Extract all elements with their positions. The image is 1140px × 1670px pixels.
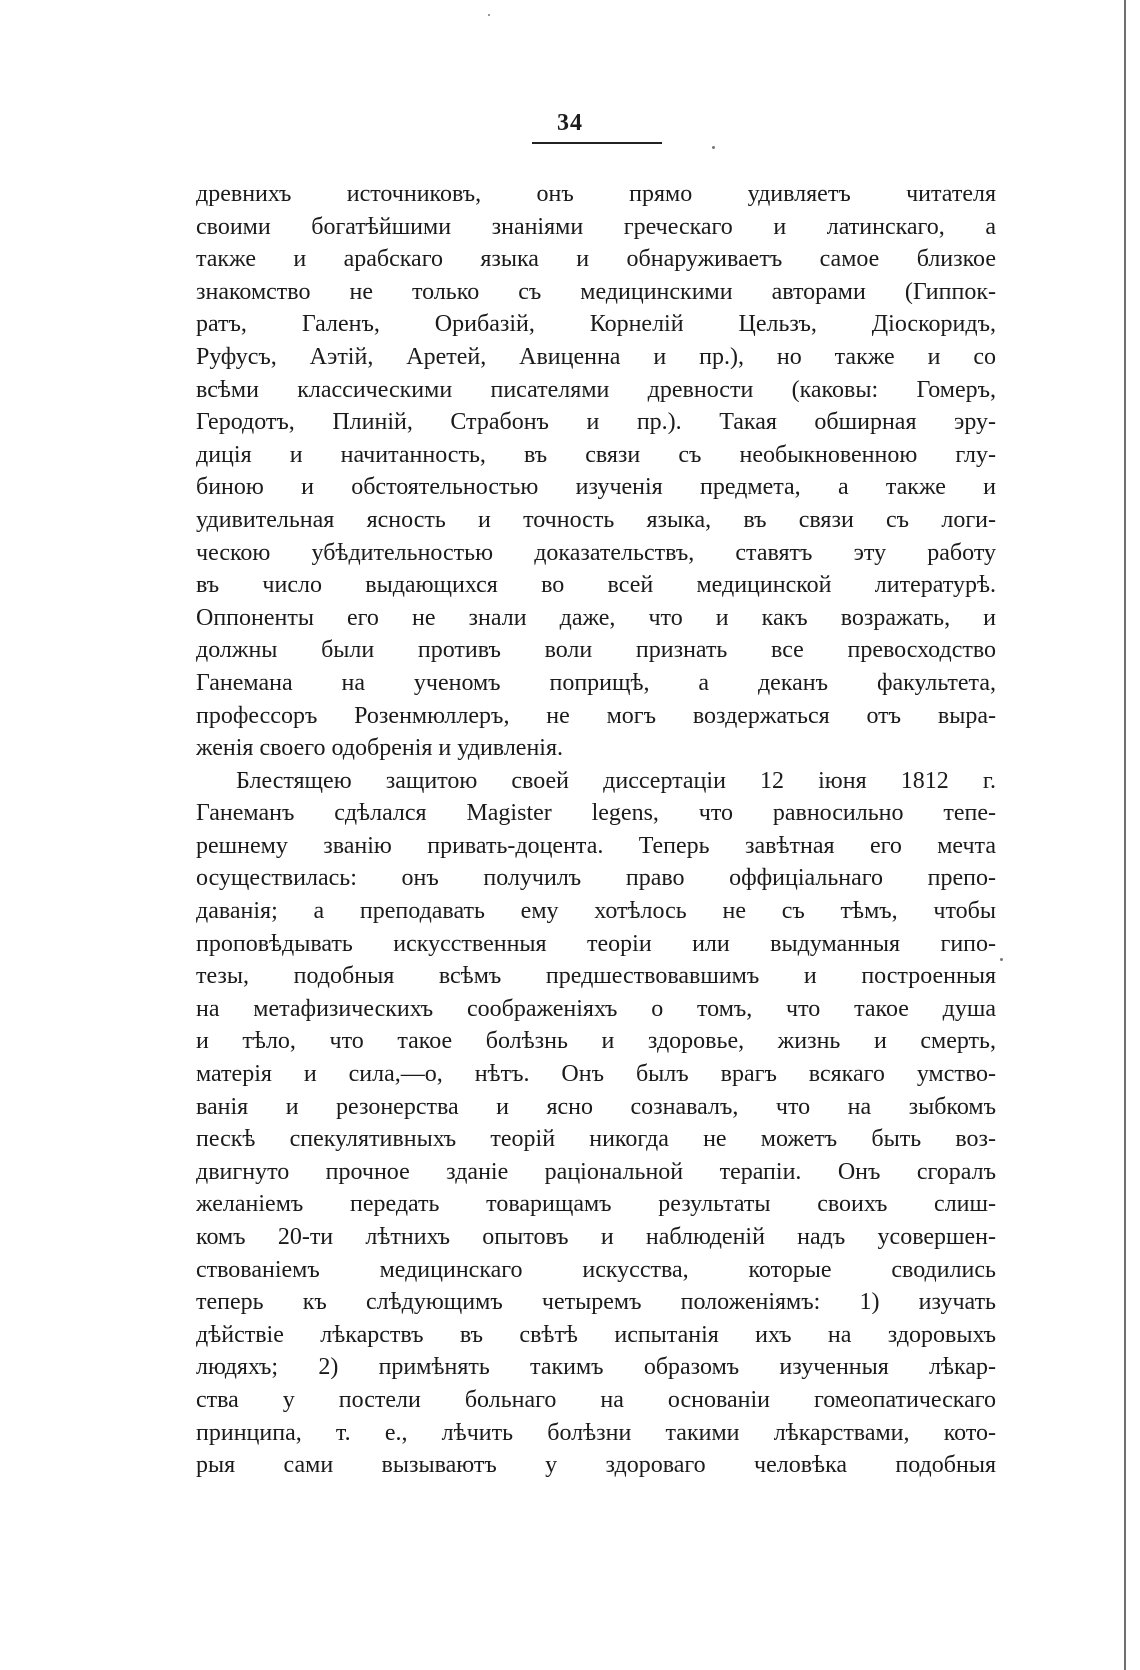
text-line: знакомство не только съ медицинскими авторами (Гиппок- (196, 278, 996, 305)
text-line: женія своего одобренія и удивленія. (196, 735, 563, 762)
text-line: осуществилась: онъ получилъ право оффиціальнаго препо- (196, 865, 996, 892)
text-line: комъ 20-ти лѣтнихъ опытовъ и наблюденій надъ усовершен- (196, 1224, 996, 1250)
text-line: также и арабскаго языка и обнаруживаетъ самое близкое (196, 246, 996, 273)
text-line: ствованіемъ медицинскаго искусства, которые сводились (196, 1256, 996, 1283)
paragraph-start-line: Блестящею защитою своей диссертаціи 12 іюня 1812 г. (236, 767, 996, 794)
scan-edge-line (1124, 0, 1126, 1670)
page-number-rule (532, 142, 662, 144)
scan-speck (488, 14, 490, 16)
scan-speck (1000, 958, 1003, 961)
text-line: ства у постели больнаго на основаніи гомеопатическаго (196, 1386, 996, 1413)
body-text (196, 178, 996, 1482)
text-line: своими богатѣйшими знаніями греческаго и латинскаго, а (196, 213, 996, 240)
text-line: рыя сами вызываютъ у здороваго человѣка подобныя (196, 1452, 996, 1479)
text-line: всѣми классическими писателями древности (каковы: Гомеръ, (196, 376, 996, 403)
text-line: древнихъ источниковъ, онъ прямо удивляетъ читателя (196, 181, 996, 207)
text-line: решнему званію привать-доцента. Теперь завѣтная его мечта (196, 832, 996, 859)
text-line: двигнуто прочное зданіе раціональной терапіи. Онъ сгоралъ (196, 1158, 996, 1185)
text-line: проповѣдывать искусственныя теоріи или выдуманныя гипо- (196, 930, 996, 957)
text-line: и тѣло, что такое болѣзнь и здоровье, жизнь и смерть, (196, 1028, 996, 1055)
text-line: ванія и резонерства и ясно сознавалъ, что на зыбкомъ (196, 1093, 996, 1120)
text-line: въ число выдающихся во всей медицинской литературѣ. (196, 572, 996, 599)
text-line: дѣйствіе лѣкарствъ въ свѣтѣ испытанія ихъ на здоровыхъ (196, 1321, 996, 1348)
text-line: профессоръ Розенмюллеръ, не могъ воздержаться отъ выра- (196, 702, 996, 729)
page-number: 34 (557, 110, 583, 136)
text-line: тезы, подобныя всѣмъ предшествовавшимъ и построенныя (196, 963, 996, 990)
text-line: должны были противъ воли признать все превосходство (196, 637, 996, 664)
text-line: теперь къ слѣдующимъ четыремъ положеніямъ: 1) изучать (196, 1289, 996, 1316)
text-line: пескѣ спекулятивныхъ теорій никогда не можетъ быть воз- (196, 1126, 996, 1153)
text-line: даванія; а преподавать ему хотѣлось не съ тѣмъ, чтобы (196, 898, 996, 925)
scan-speck (712, 146, 715, 149)
text-line: Ганеманъ сдѣлался Magister legens, что равносильно тепе- (196, 800, 996, 827)
text-line: Оппоненты его не знали даже, что и какъ возражать, и (196, 604, 996, 631)
text-line: желаніемъ передать товарищамъ результаты своихъ слиш- (196, 1191, 996, 1218)
text-line: ческою убѣдительностью доказательствъ, ставятъ эту работу (196, 539, 996, 566)
text-line: Геродотъ, Плиній, Страбонъ и пр.). Такая обширная эру- (196, 409, 996, 436)
text-line: биною и обстоятельностью изученія предмета, а также и (196, 474, 996, 501)
text-line: на метафизическихъ соображеніяхъ о томъ, что такое душа (196, 995, 996, 1022)
text-line: Руфусъ, Аэтій, Аретей, Авиценна и пр.), но также и со (196, 343, 996, 370)
text-line: диція и начитанность, въ связи съ необыкновенною глу- (196, 441, 996, 468)
text-line: удивительная ясность и точность языка, въ связи съ логи- (196, 506, 996, 533)
text-line: принципа, т. е., лѣчить болѣзни такими лѣкарствами, кото- (196, 1419, 996, 1446)
text-line: Ганемана на ученомъ поприщѣ, а деканъ факультета, (196, 669, 996, 696)
text-line: ратъ, Галенъ, Орибазій, Корнелій Цельзъ, Діоскоридъ, (196, 311, 996, 338)
text-line: людяхъ; 2) примѣнять такимъ образомъ изученныя лѣкар- (196, 1354, 996, 1381)
text-line: матерія и сила,—о, нѣтъ. Онъ былъ врагъ всякаго умство- (196, 1061, 996, 1088)
